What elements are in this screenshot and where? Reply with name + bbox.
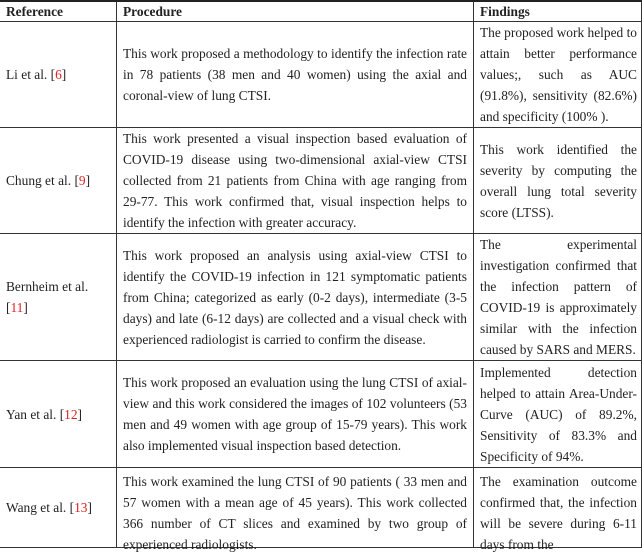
table-row [0,22,642,128]
reference-name: Wang et al. [6,500,67,515]
reference-name: Yan et al. [6,406,57,422]
procedure-cell: This work presented a visual inspection based evaluation of COVID-19 disease using two-dimensional axial-view CTSI collected from 21 patients from China with age ranging from 29-77. This work confirmed that, visual inspection helps to identify the infection with greater accuracy. [117,128,474,234]
reference-cell: Wang et al. [13] [0,468,117,548]
table-row [0,468,642,548]
citation-link[interactable]: 11 [10,300,24,315]
header-findings: Findings [474,1,642,22]
reference-cell: Li et al. [6] [0,22,117,128]
procedure-cell: This work proposed an evaluation using the lung CTSI of axial-view and this work considered the images of 102 volunteers (53 men and 49 women with age group of 15-79 years). This work also implemented visual inspection based detection. [117,361,474,468]
findings-text: The examination outcome confirmed that, the infection will be severe during 6-11 days from the [480,474,637,552]
findings-cell: Implemented detection helped to attain Area-Under-Curve (AUC) of 89.2%, Sensitivity of 83.3% and Specificity of 94%. [474,361,642,468]
citation-link[interactable]: 12 [64,406,78,422]
reference-cell: Bernheim et al. [11] [0,234,117,361]
citation-link[interactable]: 13 [74,500,88,515]
citation-link[interactable]: 9 [78,173,86,188]
table-header-row [0,1,642,22]
header-reference: Reference [0,1,117,22]
table-row [0,234,642,361]
procedure-cell: This work proposed a methodology to identify the infection rate in 78 patients (38 men and 40 women) using the axial and coronal-view of lung CTSI. [117,22,474,128]
reference-name: Chung et al. [6,173,72,188]
reference-cell: Yan et al. [12] [0,361,117,468]
findings-cell: The experimental investigation confirmed that the infection pattern of COVID-19 is approximately similar with the infection caused by SARS and MERS. [474,234,642,361]
reference-cell: Chung et al. [9] [0,128,117,234]
citation-link[interactable]: 6 [55,67,62,82]
header-procedure: Procedure [117,1,474,22]
findings-cell: The proposed work helped to attain better performance values;, such as AUC (91.8%), sensitivity (82.6%) and specificity (100% ). [474,22,642,128]
procedure-cell [117,468,474,552]
findings-cell: This work identified the severity by computing the overall lung total severity score (LTSS). [474,128,642,234]
procedure-cell: This work proposed an analysis using axial-view CTSI to identify the COVID-19 infection in 121 symptomatic patients from China; categorized as early (0-2 days), intermediate (3-5 days) and late (6-12 days) are collected and a visual check with experienced radiologist is carried to confirm the disease. [117,234,474,361]
findings-cell [474,468,642,552]
procedure-text: This work examined the lung CTSI of 90 patients ( 33 men and 57 women with a mean age of 45 years). This work collected 366 number of CT slices and examined by two group of experienced radiologists. [123,474,467,552]
reference-name: Bernheim et al. [6,279,89,294]
reference-name: Li et al. [6,67,48,82]
table-row [0,128,642,234]
table-row [0,361,642,468]
